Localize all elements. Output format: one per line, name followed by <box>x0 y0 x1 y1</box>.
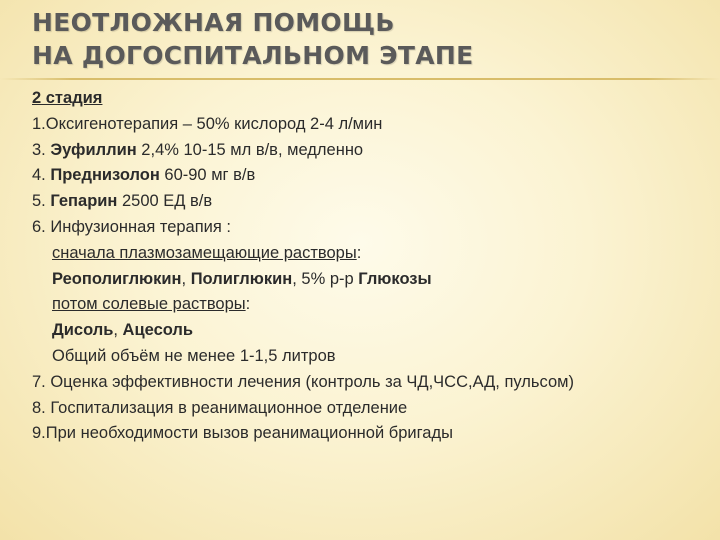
sub-total-volume: Общий объём не менее 1-1,5 литров <box>52 346 336 365</box>
title-line-1: НЕОТЛОЖНАЯ ПОМОЩЬ <box>32 8 395 37</box>
sub-plasma-drugs: Реополиглюкин, Полиглюкин, 5% р-р Глюкозы <box>52 269 432 288</box>
drug-euphyllin: Эуфиллин <box>50 140 137 159</box>
sub-saline-heading: потом солевые растворы: <box>52 295 251 314</box>
title-line-2: НА ДОГОСПИТАЛЬНОМ ЭТАПЕ <box>32 41 474 70</box>
item-infusion: 6. Инфузионная терапия : <box>32 217 231 236</box>
item-efficacy: 7. Оценка эффективности лечения (контроль за ЧД,ЧСС,АД, пульсом) <box>32 372 574 391</box>
stage-heading: 2 стадия <box>32 89 103 107</box>
item-resuscitation: 9.При необходимости вызов реанимационной бригады <box>32 424 453 443</box>
sub-plasma-heading: сначала плазмозамещающие растворы: <box>52 243 362 262</box>
slide-title <box>32 6 692 72</box>
item-euphyllin: 3. Эуфиллин 2,4% 10-15 мл в/в, медленно <box>32 140 364 159</box>
sub-saline-drugs: Дисоль, Ацесоль <box>52 321 194 340</box>
item-hospitalization: 8. Госпитализация в реанимационное отделение <box>32 398 408 417</box>
item-oxygen: 1.Оксигенотерапия – 50% кислород 2-4 л/мин <box>32 114 383 133</box>
slide-body <box>32 86 702 447</box>
drug-heparin: Гепарин <box>50 192 118 211</box>
title-divider <box>0 78 720 80</box>
item-heparin: 5. Гепарин 2500 ЕД в/в <box>32 192 213 211</box>
drug-prednisolone: Преднизолон <box>50 166 160 185</box>
item-prednisolone: 4. Преднизолон 60-90 мг в/в <box>32 166 256 185</box>
